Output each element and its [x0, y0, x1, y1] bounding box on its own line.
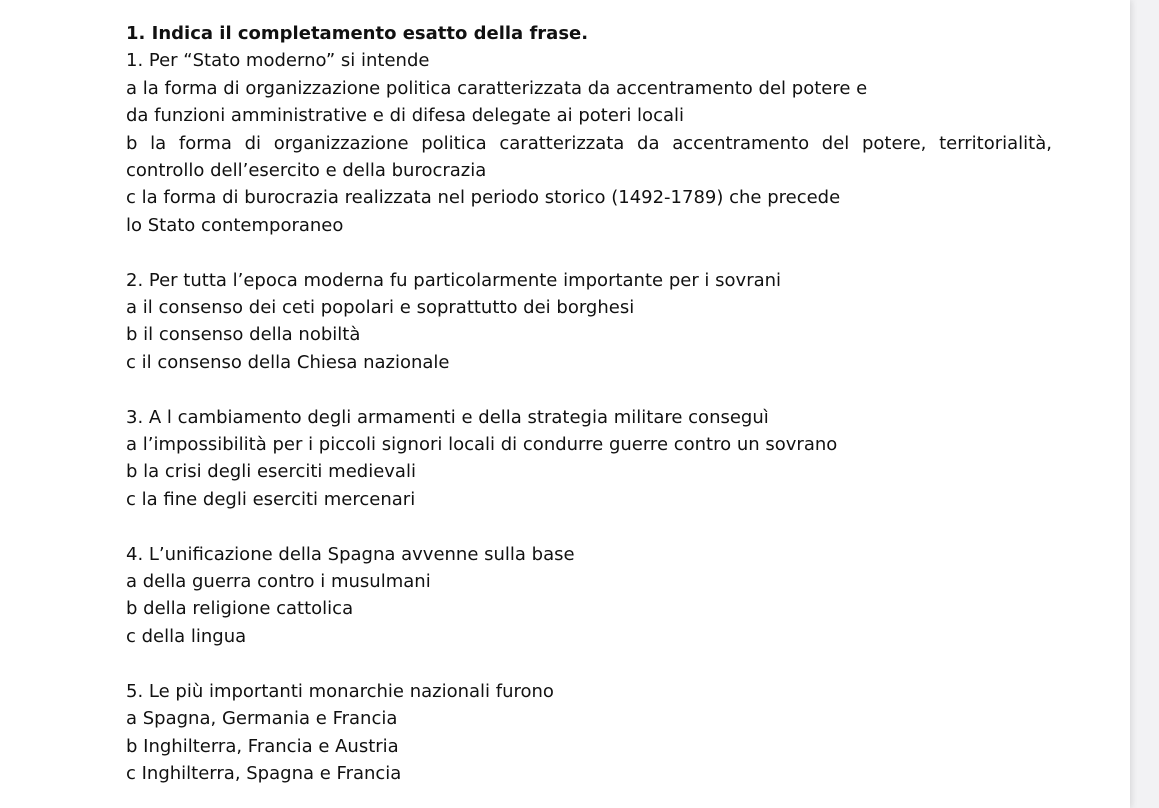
option-line: c della lingua	[126, 625, 247, 647]
option-line: c la fine degli eserciti mercenari	[126, 488, 416, 510]
question-1	[126, 47, 1052, 239]
question-5	[126, 678, 1052, 788]
option-line: b la crisi degli eserciti medievali	[126, 461, 416, 483]
option-line: a il consenso dei ceti popolari e soprattutto dei borghesi	[126, 297, 635, 319]
question-stem: 4. L’unificazione della Spagna avvenne sulla base	[126, 543, 575, 565]
option-line: a Spagna, Germania e Francia	[126, 708, 398, 730]
option-line: a della guerra contro i musulmani	[126, 571, 431, 593]
option-line: c Inghilterra, Spagna e Francia	[126, 762, 402, 784]
option-line: b la forma di organizzazione politica caratterizzata da accentramento del potere, territorialità,	[126, 132, 1052, 154]
option-line: a l’impossibilità per i piccoli signori locali di condurre guerre contro un sovrano	[126, 434, 838, 456]
option-line: controllo dell’esercito e della burocrazia	[126, 160, 487, 182]
question-3	[126, 404, 1052, 514]
question-2	[126, 267, 1052, 377]
document-content	[126, 20, 1052, 787]
option-line: a la forma di organizzazione politica caratterizzata da accentramento del potere e	[126, 77, 868, 99]
question-stem: 1. Per “Stato moderno” si intende	[126, 50, 430, 72]
question-stem: 3. A l cambiamento degli armamenti e della strategia militare conseguì	[126, 406, 769, 428]
option-line: da funzioni amministrative e di difesa delegate ai poteri locali	[126, 105, 684, 127]
question-stem: 2. Per tutta l’epoca moderna fu particolarmente importante per i sovrani	[126, 269, 782, 291]
question-stem: 5. Le più importanti monarchie nazionali furono	[126, 680, 554, 702]
option-line: b Inghilterra, Francia e Austria	[126, 735, 399, 757]
option-line: b della religione cattolica	[126, 598, 354, 620]
question-4	[126, 541, 1052, 651]
option-line: b il consenso della nobiltà	[126, 324, 361, 346]
option-line: c il consenso della Chiesa nazionale	[126, 351, 450, 373]
exercise-title: 1. Indica il completamento esatto della frase.	[126, 23, 589, 44]
option-line: c la forma di burocrazia realizzata nel periodo storico (1492-1789) che precede	[126, 187, 841, 209]
option-line: lo Stato contemporaneo	[126, 214, 344, 236]
